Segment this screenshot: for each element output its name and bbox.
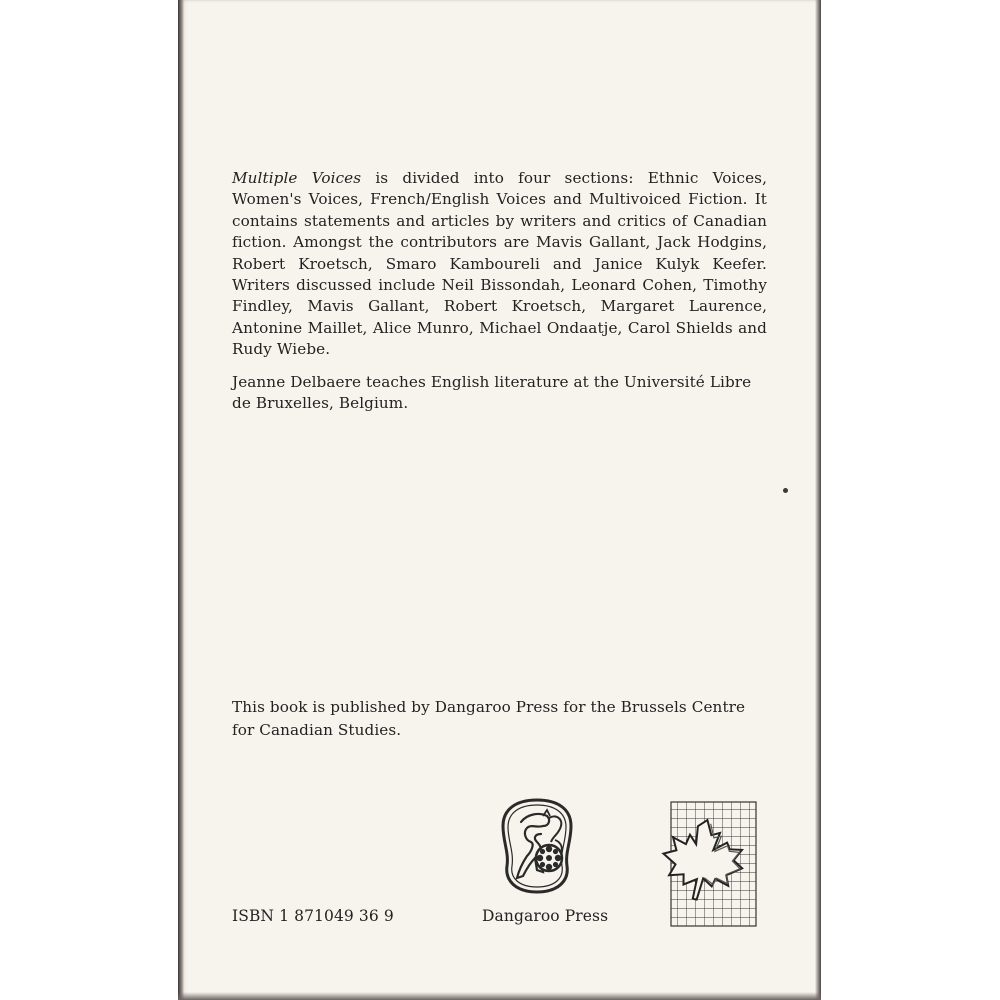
cover-bottom-edge xyxy=(178,992,821,1000)
cover-right-edge xyxy=(815,0,821,1000)
kangaroo-film-reel-logo-icon xyxy=(497,796,577,896)
isbn: ISBN 1 871049 36 9 xyxy=(232,907,394,925)
publisher-note: This book is published by Dangaroo Press for the Brussels Centre for Canadian Studies. xyxy=(232,698,746,739)
author-note: Jeanne Delbaere teaches English literature at the Université Libre de Bruxelles, Belgium. xyxy=(232,373,752,413)
book-title: Multiple Voices xyxy=(232,169,362,187)
press-name: Dangaroo Press xyxy=(482,907,609,925)
print-speck xyxy=(783,488,788,493)
blurb-paragraph xyxy=(232,168,767,361)
maple-leaf-grid-logo-icon xyxy=(659,800,758,928)
cover-left-edge xyxy=(178,0,184,1000)
blurb-text: is divided into four sections: Ethnic Voices, Women's Voices, French/English Voices and Multivoiced Fiction. It contains statements and articles by writers and critics of Canadian fiction. Amongst the contributors are Mavis Gallant, Jack Hodgins, Robert Kroetsch, Smaro Kamboureli and Janice Kulyk Keefer. Writers discussed include Neil Bissondah, Leonard Cohen, Timothy Findley, Mavis Gallant, Robert Kroetsch, Margaret Laurence, Antonine Maillet, Alice Munro, Michael Ondaatje, Carol Shields and Rudy Wiebe. xyxy=(232,169,767,359)
